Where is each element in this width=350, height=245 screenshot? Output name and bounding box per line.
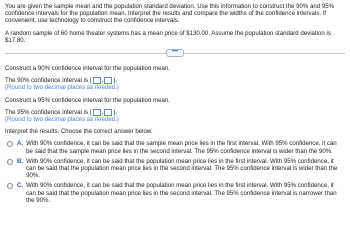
problem-statement: A random sample of 60 home theater systems has a mean price of $130.00. Assume the population standard deviation is $17.80.	[5, 29, 331, 44]
instructions-text: You are given the sample mean and the population standard deviation. Use this information to construct the 90% and 95% confidence intervals for the population mean. Interpret the results and compare the widths of the confidence intervals. If convenient, use technology to construct the confidence intervals.	[5, 3, 335, 25]
section-divider	[5, 49, 345, 58]
choice-a[interactable]	[5, 140, 345, 154]
ci90-lower-input[interactable]	[93, 77, 101, 84]
part2-answer-suffix: ).	[113, 108, 118, 116]
choice-letter: A.	[17, 140, 24, 148]
choice-letter: C.	[17, 182, 24, 190]
ci95-lower-input[interactable]	[93, 109, 101, 116]
part2-answer-prefix: The 95% confidence interval is (	[5, 108, 92, 116]
choice-text: With 90% confidence, it can be said that the population mean price lies in the first interval. With 95% confidence, it can be said that the population mean price lies in the second interval. The 95% confidence interval is narrower than the 90%.	[26, 182, 337, 204]
choice-text: With 90% confidence, it can be said that the population mean price lies in the first interval. With 95% confidence, it can be said that the population mean price lies in the second interval. The 95% confidence interval is wider than the 90%.	[26, 157, 338, 180]
ci95-upper-input[interactable]	[104, 109, 112, 116]
question-panel	[5, 3, 345, 207]
part3-prompt: Interpret the results. Choose the correct answer below.	[5, 128, 153, 136]
part1-answer-suffix: ).	[113, 77, 118, 85]
choice-c[interactable]	[5, 182, 345, 204]
part1-hint: (Round to two decimal places as needed.)	[5, 84, 119, 92]
radio-button[interactable]	[7, 183, 13, 189]
part2-prompt: Construct a 95% confidence interval for the population mean.	[5, 96, 170, 104]
part2-hint: (Round to two decimal places as needed.)	[5, 116, 119, 124]
part1-prompt: Construct a 90% confidence interval for the population mean.	[5, 65, 170, 73]
ci90-upper-input[interactable]	[104, 77, 112, 84]
part1-answer-line: The 90% confidence interval is ( , ).	[5, 77, 118, 85]
choice-letter: B.	[17, 157, 24, 165]
part2-answer-line: The 95% confidence interval is ( , ).	[5, 108, 118, 116]
choice-text: With 90% confidence, it can be said that the sample mean price lies in the first interval. With 95% confidence, it can be said that the sample mean price lies in the second interval. The 95% confidence interval is wider than the 90%.	[26, 140, 337, 155]
choice-b[interactable]	[5, 158, 345, 180]
part1-answer-prefix: The 90% confidence interval is (	[5, 77, 92, 85]
radio-button[interactable]	[7, 141, 13, 147]
expand-more-button[interactable]: •••	[166, 49, 184, 57]
radio-button[interactable]	[7, 159, 13, 165]
